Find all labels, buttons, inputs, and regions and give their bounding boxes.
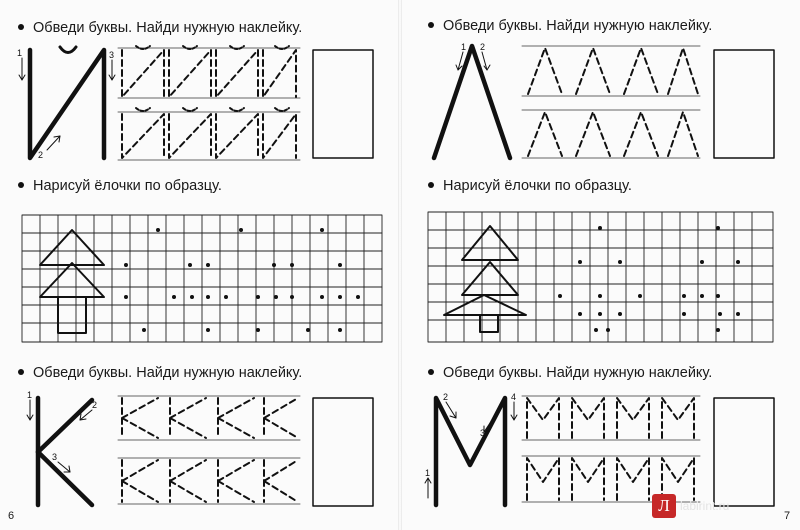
publisher-logo: Л bbox=[652, 494, 676, 518]
task-trace-l: Обведи буквы. Найди нужную наклейку. bbox=[428, 18, 712, 34]
sticker-box-k bbox=[313, 398, 373, 506]
letter-m-sample bbox=[436, 398, 505, 505]
task-trace-k: Обведи буквы. Найди нужную наклейку. bbox=[18, 365, 302, 381]
stroke-number: 1 bbox=[17, 48, 23, 58]
stroke-number: 2 bbox=[38, 150, 44, 160]
letter-i-sample bbox=[30, 47, 104, 158]
page-number-left: 6 bbox=[8, 510, 15, 522]
stroke-number: 3 bbox=[480, 428, 486, 438]
stroke-number: 3 bbox=[109, 50, 115, 60]
task-trace-m: Обведи буквы. Найди нужную наклейку. bbox=[428, 365, 712, 381]
stroke-number: 3 bbox=[52, 452, 58, 462]
sticker-box-l bbox=[714, 50, 774, 158]
letter-l-sample bbox=[434, 46, 510, 158]
task-draw-trees-right: Нарисуй ёлочки по образцу. bbox=[428, 178, 632, 194]
sticker-box-m bbox=[714, 398, 774, 506]
stroke-number: 4 bbox=[511, 392, 517, 402]
tree-sample-right bbox=[444, 226, 526, 332]
task-draw-trees-left: Нарисуй ёлочки по образцу. bbox=[18, 178, 222, 194]
watermark: labirint.ru bbox=[680, 499, 730, 513]
page-number-right: 7 bbox=[784, 510, 791, 522]
stroke-number: 2 bbox=[480, 42, 486, 52]
letter-k-sample bbox=[38, 398, 92, 505]
tree-dots-right bbox=[558, 226, 740, 332]
stroke-number: 1 bbox=[425, 468, 431, 478]
stroke-number: 2 bbox=[443, 392, 449, 402]
task-trace-i: Обведи буквы. Найди нужную наклейку. bbox=[18, 20, 302, 36]
trace-rows-i bbox=[118, 46, 300, 160]
stroke-number: 1 bbox=[27, 390, 33, 400]
sticker-box-i bbox=[313, 50, 373, 158]
trace-rows-k bbox=[118, 396, 300, 504]
stroke-number: 2 bbox=[92, 400, 98, 410]
trace-rows-m bbox=[522, 396, 700, 502]
trace-rows-l bbox=[522, 46, 700, 158]
tree-dots-left bbox=[124, 228, 360, 332]
stroke-number: 1 bbox=[461, 42, 467, 52]
